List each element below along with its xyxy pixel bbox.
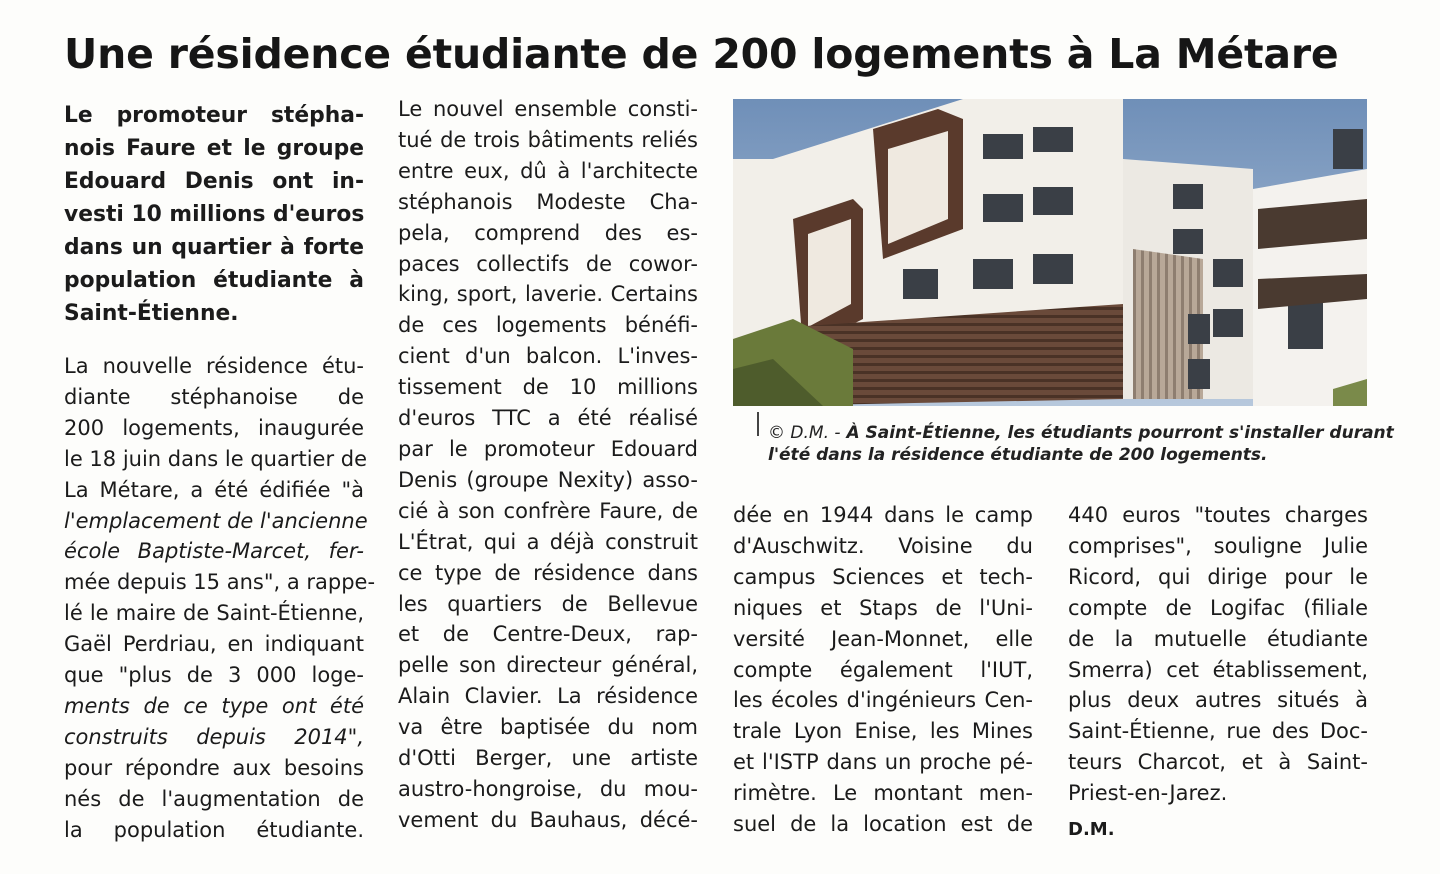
text-line: de la mutuelle étudiante [1068, 626, 1368, 651]
text-line [64, 691, 364, 722]
text-line: cié à son confrère Faure, de [398, 498, 698, 523]
caption-line: l'été dans la résidence étudiante de 200 logements. [768, 445, 1268, 465]
text-line: austro-hongroise, du mou- [398, 776, 698, 801]
text-line: compte également l'IUT, [733, 657, 1033, 682]
text-line: entre eux, dû à l'architecte [398, 158, 698, 183]
text-line: La Métare, a été édifiée "à [64, 477, 364, 502]
text-line: que "plus de 3 000 loge- [64, 663, 364, 688]
text-line: le 18 juin dans le quartier de [64, 446, 368, 471]
text-line: Priest-en-Jarez. [1068, 781, 1228, 806]
text-line: de ces logements bénéfi- [398, 313, 698, 338]
text-line: Le nouvel ensemble consti- [398, 97, 698, 121]
text-line: stéphanois Modeste Cha- [398, 189, 698, 214]
text-line: vement du Bauhaus, décé- [398, 807, 698, 832]
lead-line: Le promoteur stépha- [64, 103, 364, 128]
column-3 [733, 500, 1033, 840]
text-line: ce type de résidence dans [398, 560, 698, 585]
text-line: d'euros TTC a été réalisé [398, 406, 698, 431]
text-line: Smerra) cet établissement, [1068, 657, 1368, 682]
text-line: dée en 1944 dans le camp [733, 503, 1033, 527]
text-line: d'Auschwitz. Voisine du [733, 533, 1033, 558]
lead-line: Saint-Étienne. [64, 301, 239, 326]
text-line: tissement de 10 millions [398, 375, 698, 400]
text-line: les quartiers de Bellevue [398, 591, 698, 616]
text-line: teurs Charcot, et à Saint- [1068, 750, 1368, 775]
lead-paragraph [64, 99, 364, 330]
text-line: plus deux autres situés à [1068, 688, 1368, 713]
text-line [64, 506, 368, 537]
quote-text: construits depuis 2014", [64, 724, 364, 749]
text-line: suel de la location est de [733, 812, 1033, 837]
text-line: Gaël Perdriau, en indiquant [64, 632, 364, 657]
text-line: compte de Logifac (filiale [1068, 595, 1368, 620]
text-line: nés de l'augmentation de [64, 786, 364, 811]
text-line: cient d'un balcon. L'inves- [398, 344, 698, 369]
column-1 [64, 351, 376, 846]
text-line: la population étudiante. [64, 817, 364, 842]
text-line: rimètre. Le montant men- [733, 781, 1033, 806]
caption-text: À Saint-Étienne, les étudiants pourront s'installer durant [846, 423, 1394, 443]
text-line: diante stéphanoise de [64, 384, 364, 409]
text-line: trale Lyon Enise, les Mines [733, 719, 1033, 744]
text-line: campus Sciences et tech- [733, 564, 1033, 589]
text-line: tué de trois bâtiments reliés [398, 127, 698, 152]
caption-rule [757, 412, 759, 436]
headline: Une résidence étudiante de 200 logements à La Métare [64, 30, 1339, 78]
text-line: L'Étrat, qui a déjà construit [398, 529, 698, 554]
caption-line [768, 422, 1394, 444]
text-line: mée depuis 15 ans", a rappe- [64, 570, 376, 595]
caption-credit: © D.M. - [768, 423, 841, 443]
text-line: comprises", souligne Julie [1068, 533, 1368, 558]
text-line: versité Jean-Monnet, elle [733, 626, 1033, 651]
text-line: Denis (groupe Nexity) asso- [398, 467, 698, 492]
text-line: par le promoteur Edouard [398, 436, 698, 461]
text-line: pela, comprend des es- [398, 220, 698, 245]
photo-caption [768, 422, 1394, 466]
text-line: Alain Clavier. La résidence [398, 684, 698, 709]
lead-line: nois Faure et le groupe [64, 136, 364, 161]
text-line: 440 euros "toutes charges [1068, 503, 1368, 527]
text-line: va être baptisée du nom [398, 715, 698, 740]
text-line: Ricord, qui dirige pour le [1068, 564, 1368, 589]
text-line: Saint-Étienne, rue des Doc- [1068, 719, 1368, 744]
lead-line: Edouard Denis ont in- [64, 169, 364, 194]
text-line: paces collectifs de cowor- [398, 251, 698, 276]
text-line: pelle son directeur général, [398, 653, 698, 678]
text-line: king, sport, laverie. Certains [398, 282, 698, 307]
lead-line: population étudiante à [64, 268, 364, 293]
text-line [64, 536, 364, 567]
text-line: 200 logements, inaugurée [64, 415, 364, 440]
text-line: lé le maire de Saint-Étienne, [64, 601, 364, 626]
quote-text: ments de ce type ont été [64, 693, 364, 718]
text-line [64, 722, 364, 753]
building-photo [733, 99, 1367, 406]
quote-text: l'emplacement de l'ancienne [64, 508, 368, 533]
text-line: et l'ISTP dans un proche pé- [733, 750, 1033, 775]
author-signature: D.M. [1068, 819, 1115, 841]
text-line: et de Centre-Deux, rap- [398, 622, 698, 647]
lead-line: vesti 10 millions d'euros [64, 202, 365, 227]
text-line: pour répondre aux besoins [64, 755, 364, 780]
quote-text: école Baptiste-Marcet, fer- [64, 539, 364, 564]
column-2 [398, 94, 698, 836]
text-line: les écoles d'ingénieurs Cen- [733, 688, 1033, 713]
lead-line: dans un quartier à forte [64, 235, 364, 260]
text-line: niques et Staps de l'Uni- [733, 595, 1033, 620]
text-line: d'Otti Berger, une artiste [398, 746, 698, 771]
column-4 [1068, 500, 1368, 846]
text-line: La nouvelle résidence étu- [64, 354, 364, 378]
residence-illustration [733, 99, 1367, 406]
